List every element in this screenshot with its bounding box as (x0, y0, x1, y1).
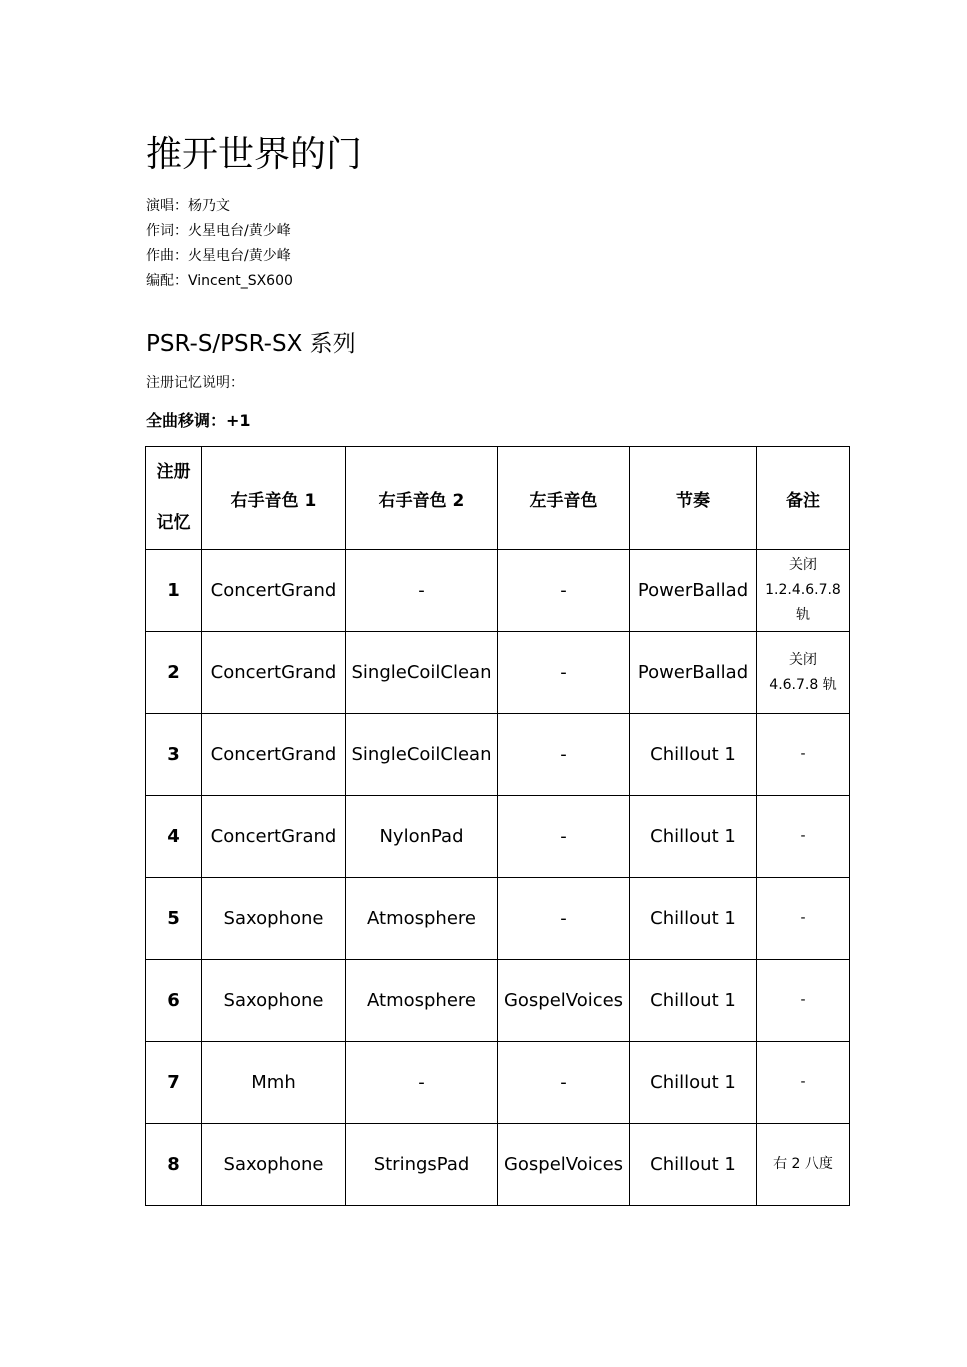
note-line: - (800, 910, 806, 926)
table-row (146, 1124, 850, 1206)
cell-memory-number: 1 (146, 550, 202, 632)
note-line: 右 2 八度 (773, 1156, 833, 1172)
cell-memory-number: 5 (146, 878, 202, 960)
cell-right-voice-2: Atmosphere (346, 878, 498, 960)
cell-left-voice: - (498, 796, 630, 878)
cell-style: PowerBallad (630, 632, 757, 714)
table-row (146, 960, 850, 1042)
cell-left-voice: - (498, 714, 630, 796)
cell-right-voice-2: - (346, 1042, 498, 1124)
cell-right-voice-1: ConcertGrand (202, 550, 346, 632)
cell-note (757, 878, 850, 960)
header-right-voice-2: 右手音色 2 (346, 447, 498, 550)
table-row (146, 878, 850, 960)
note-line: - (800, 828, 806, 844)
cell-note (757, 960, 850, 1042)
cell-note (757, 714, 850, 796)
table-body (146, 550, 850, 1206)
arranger-credit: 编配：Vincent_SX600 (146, 273, 293, 289)
header-memory-line1: 注册 (156, 462, 191, 482)
note-line: 轨 (796, 607, 810, 623)
cell-right-voice-1: ConcertGrand (202, 796, 346, 878)
note-line: - (800, 746, 806, 762)
table-row (146, 796, 850, 878)
cell-left-voice: - (498, 632, 630, 714)
cell-memory-number: 7 (146, 1042, 202, 1124)
cell-right-voice-2: - (346, 550, 498, 632)
table-header-row (146, 447, 850, 550)
cell-style: Chillout 1 (630, 796, 757, 878)
cell-memory-number: 2 (146, 632, 202, 714)
cell-note (757, 550, 850, 632)
header-memory (146, 447, 202, 550)
cell-right-voice-2: SingleCoilClean (346, 714, 498, 796)
cell-left-voice: - (498, 878, 630, 960)
cell-right-voice-2: Atmosphere (346, 960, 498, 1042)
cell-style: Chillout 1 (630, 878, 757, 960)
cell-right-voice-1: Saxophone (202, 878, 346, 960)
series-heading: PSR-S/PSR-SX 系列 (146, 331, 356, 357)
table-row (146, 1042, 850, 1124)
composer-credit: 作曲：火星电台/黄少峰 (146, 248, 291, 264)
note-line: 关闭 (789, 651, 817, 668)
cell-right-voice-1: ConcertGrand (202, 714, 346, 796)
table-row (146, 550, 850, 632)
cell-right-voice-2: SingleCoilClean (346, 632, 498, 714)
registration-note: 注册记忆说明： (146, 375, 244, 391)
table-row (146, 632, 850, 714)
note-line: 4.6.7.8 轨 (769, 676, 837, 693)
cell-right-voice-1: Saxophone (202, 960, 346, 1042)
cell-right-voice-2: StringsPad (346, 1124, 498, 1206)
cell-note (757, 1042, 850, 1124)
cell-style: Chillout 1 (630, 1124, 757, 1206)
cell-note (757, 632, 850, 714)
cell-left-voice: GospelVoices (498, 1124, 630, 1206)
song-title: 推开世界的门 (146, 134, 363, 175)
cell-memory-number: 8 (146, 1124, 202, 1206)
header-note: 备注 (757, 447, 850, 550)
credits-block (146, 194, 293, 294)
lyricist-credit: 作词：火星电台/黄少峰 (146, 223, 291, 239)
cell-note (757, 1124, 850, 1206)
note-line: - (800, 1074, 806, 1090)
table-row (146, 714, 850, 796)
transpose-note: 全曲移调：+1 (146, 411, 251, 430)
note-line: 1.2.4.6.7.8 (765, 582, 841, 598)
cell-style: Chillout 1 (630, 1042, 757, 1124)
cell-memory-number: 6 (146, 960, 202, 1042)
cell-style: PowerBallad (630, 550, 757, 632)
cell-memory-number: 3 (146, 714, 202, 796)
cell-style: Chillout 1 (630, 714, 757, 796)
header-right-voice-1: 右手音色 1 (202, 447, 346, 550)
cell-right-voice-1: Mmh (202, 1042, 346, 1124)
header-style: 节奏 (630, 447, 757, 550)
cell-note (757, 796, 850, 878)
cell-style: Chillout 1 (630, 960, 757, 1042)
cell-left-voice: - (498, 550, 630, 632)
cell-left-voice: - (498, 1042, 630, 1124)
singer-credit: 演唱：杨乃文 (146, 198, 230, 214)
cell-right-voice-1: Saxophone (202, 1124, 346, 1206)
cell-right-voice-2: NylonPad (346, 796, 498, 878)
header-memory-line2: 记忆 (156, 513, 191, 533)
cell-right-voice-1: ConcertGrand (202, 632, 346, 714)
registration-table (145, 446, 850, 1206)
cell-memory-number: 4 (146, 796, 202, 878)
header-left-voice: 左手音色 (498, 447, 630, 550)
note-line: - (800, 992, 806, 1008)
cell-left-voice: GospelVoices (498, 960, 630, 1042)
note-line: 关闭 (789, 557, 817, 573)
